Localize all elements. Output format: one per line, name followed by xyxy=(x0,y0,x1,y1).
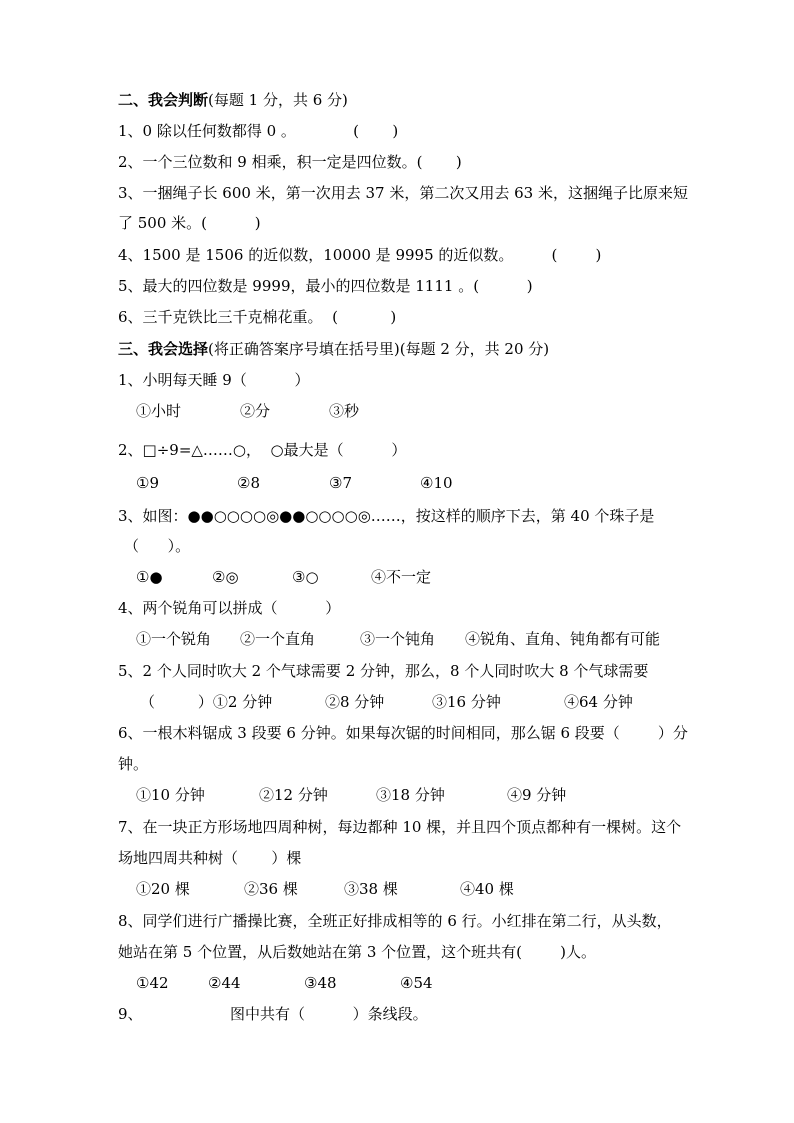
choice-q6-option-4: ④9 分钟 xyxy=(507,786,567,804)
judge-q1: 1、0 除以任何数都得 0 。 ( ) xyxy=(118,122,399,140)
choice-q8-option-4: ④54 xyxy=(400,974,433,992)
choice-q5-option-4: ④64 分钟 xyxy=(564,693,633,711)
choice-q2-option-1: ①9 xyxy=(136,474,159,492)
choice-q2-option-2: ②8 xyxy=(237,474,260,492)
choice-q2: 2、□÷9=△……○， ○最大是（ ） xyxy=(118,441,407,459)
choice-q4-option-4: ④锐角、直角、钝角都有可能 xyxy=(465,630,661,648)
section2-heading xyxy=(118,90,348,110)
choice-q1-option-2: ②分 xyxy=(240,402,271,420)
choice-q7-option-4: ④40 棵 xyxy=(460,880,514,898)
choice-q7-option-1: ①20 棵 xyxy=(136,880,190,898)
choice-q5-line2: （ ）①2 分钟 xyxy=(140,693,273,711)
choice-q8-option-3: ③48 xyxy=(304,974,337,992)
choice-q3-line1: 3、如图：●●○○○○◎●●○○○○◎……，按这样的顺序下去，第 40 个珠子是 xyxy=(118,507,655,525)
choice-q5-option-2: ②8 分钟 xyxy=(325,693,385,711)
choice-q2-option-3: ③7 xyxy=(329,474,352,492)
section3-note: (将正确答案序号填在括号里)(每题 2 分，共 20 分) xyxy=(208,340,550,358)
choice-q7-option-2: ②36 棵 xyxy=(244,880,298,898)
choice-q2-option-4: ④10 xyxy=(420,474,453,492)
choice-q3-option-4: ④不一定 xyxy=(371,568,432,586)
choice-q6-line1: 6、一根木料锯成 3 段要 6 分钟。如果每次锯的时间相同，那么锯 6 段要（ ）分 xyxy=(118,724,688,742)
choice-q8-line1: 8、同学们进行广播操比赛，全班正好排成相等的 6 行。小红排在第二行，从头数， xyxy=(118,912,672,930)
choice-q8-line2: 她站在第 5 个位置，从后数她站在第 3 个位置，这个班共有( )人。 xyxy=(118,943,597,961)
choice-q8-option-2: ②44 xyxy=(208,974,241,992)
choice-q4-option-1: ①一个锐角 xyxy=(136,630,212,648)
judge-q3-line1: 3、一捆绳子长 600 米，第一次用去 37 米，第二次又用去 63 米，这捆绳子比原来短 xyxy=(118,184,688,202)
choice-q5-option-3: ③16 分钟 xyxy=(432,693,501,711)
choice-q6-option-3: ③18 分钟 xyxy=(376,786,445,804)
judge-q3-line2: 了 500 米。( ) xyxy=(118,214,261,232)
choice-q5-line1: 5、2 个人同时吹大 2 个气球需要 2 分钟，那么，8 个人同时吹大 8 个气球需要 xyxy=(118,662,649,680)
choice-q3-option-3: ③○ xyxy=(292,568,319,586)
choice-q1: 1、小明每天睡 9（ ） xyxy=(118,371,310,389)
choice-q4-option-3: ③一个钝角 xyxy=(360,630,436,648)
choice-q6-line2: 钟。 xyxy=(118,755,149,773)
choice-q6-option-2: ②12 分钟 xyxy=(259,786,328,804)
choice-q1-option-3: ③秒 xyxy=(329,402,360,420)
choice-q7-line2: 场地四周共种树（ ）棵 xyxy=(118,849,302,867)
choice-q7-option-3: ③38 棵 xyxy=(344,880,398,898)
section3-title: 三、我会选择 xyxy=(118,340,209,358)
section2-note: (每题 1 分，共 6 分) xyxy=(208,91,348,109)
choice-q4-option-2: ②一个直角 xyxy=(240,630,316,648)
section2-title: 二、我会判断 xyxy=(118,91,209,109)
judge-q5: 5、最大的四位数是 9999，最小的四位数是 1111 。( ) xyxy=(118,277,533,295)
choice-q4: 4、两个锐角可以拼成（ ） xyxy=(118,599,341,617)
choice-q8-option-1: ①42 xyxy=(136,974,169,992)
choice-q7-line1: 7、在一块正方形场地四周种树，每边都种 10 棵，并且四个顶点都种有一棵树。这个 xyxy=(118,818,682,836)
choice-q1-option-1: ①小时 xyxy=(136,402,182,420)
judge-q2: 2、一个三位数和 9 相乘，积一定是四位数。( ) xyxy=(118,153,462,171)
judge-q4: 4、1500 是 1506 的近似数，10000 是 9995 的近似数。 ( ) xyxy=(118,246,602,264)
choice-q3-option-1: ①● xyxy=(136,568,163,586)
choice-q3-option-2: ②◎ xyxy=(212,568,239,586)
judge-q6: 6、三千克铁比三千克棉花重。 ( ) xyxy=(118,308,397,326)
section3-heading xyxy=(118,339,549,359)
choice-q9-number: 9、 xyxy=(118,1005,143,1023)
choice-q6-option-1: ①10 分钟 xyxy=(136,786,205,804)
choice-q3-line2: （ ）。 xyxy=(124,537,191,555)
choice-q9-text: 图中共有（ ）条线段。 xyxy=(230,1005,428,1023)
